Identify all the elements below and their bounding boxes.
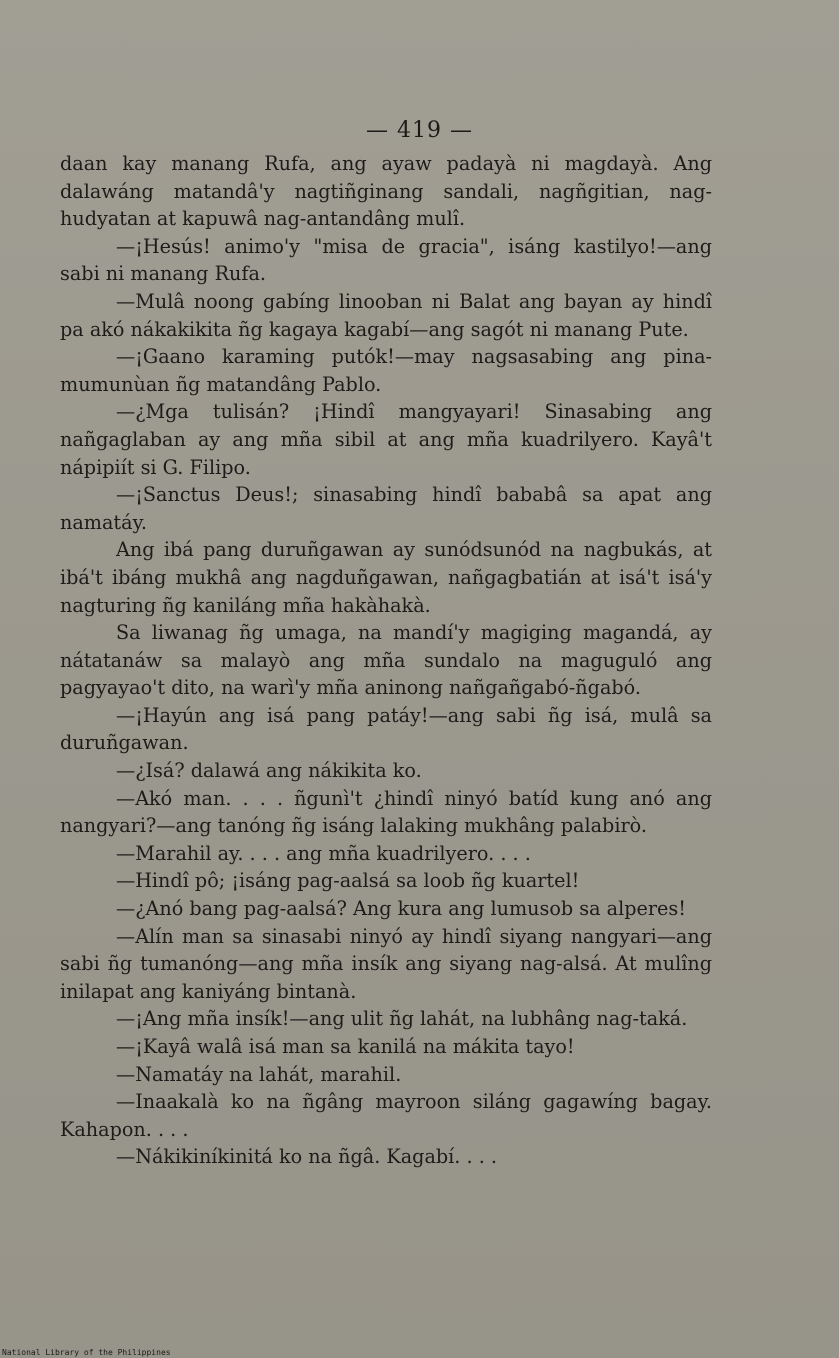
paragraph: —Marahil ay. . . . ang mña kuadrilyero. . . . <box>116 841 531 865</box>
paragraph: —Akó man. . . . ñgunì't ¿hindî ninyó batíd kung anó ang nangyari?—ang tanóng ñg isáng lalaking mukhâng palabirò. <box>60 786 712 838</box>
paragraph: —¡Hesús! animo'y "misa de gracia", isáng kastilyo!—ang sabi ni manang Rufa. <box>60 234 712 286</box>
paragraph: —Alín man sa sinasabi ninyó ay hindî siyang nangyari—ang sabi ñg tumanóng—ang mña insík ang siyang nag-alsá. At mulîng inilapat ang kaniyáng bintanà. <box>60 924 712 1003</box>
paragraph: —Mulâ noong gabíng linooban ni Balat ang bayan ay hindî pa akó nákakikita ñg kagaya kagabí—ang sagót ni manang Pute. <box>60 289 712 341</box>
paragraph: —Nákikiníkinitá ko na ñgâ. Kagabí. . . . <box>116 1145 498 1169</box>
paragraph: —¿Isá? dalawá ang nákikita ko. <box>116 759 422 783</box>
paragraph: Sa liwanag ñg umaga, na mandí'y magiging magandá, ay nátatanáw sa malayò ang mña sundalo na maguguló ang pagyayao't dito, na warì'y mña aninong nañgañgabó-ñgabó. <box>60 621 712 700</box>
paragraph: —¡Hayún ang isá pang patáy!—ang sabi ñg isá, mulâ sa duruñgawan. <box>60 703 712 755</box>
body-text <box>60 150 712 1171</box>
paragraph: —¡Gaano karaming putók!—may nagsasabing ang pina-mumunùan ñg matandâng Pablo. <box>60 345 712 396</box>
paragraph: —Hindî pô; ¡isáng pag-aalsá sa loob ñg kuartel! <box>116 869 580 893</box>
paragraph: —¡Kayâ walâ isá man sa kanilá na mákita tayo! <box>116 1035 575 1058</box>
paragraph: —¡Sanctus Deus!; sinasabing hindî bababâ sa apat ang namatáy. <box>60 483 712 534</box>
library-watermark: National Library of the Philippines <box>2 1348 171 1357</box>
paragraph: —Namatáy na lahát, marahil. <box>116 1062 402 1086</box>
paragraph: daan kay manang Rufa, ang ayaw padayà ni magdayà. Ang dalawáng matandâ'y nagtiñginang sandali, nagñgitian, nag-hudyatan at kapuwâ nag-antandâng mulî. <box>60 152 712 231</box>
paragraph: —¿Anó bang pag-aalsá? Ang kura ang lumusob sa alperes! <box>116 897 686 921</box>
page-number: — 419 — <box>366 118 473 143</box>
paragraph: —Inaakalà ko na ñgâng mayroon siláng gagawíng bagay. Kahapon. . . . <box>60 1090 712 1141</box>
paragraph: —¿Mga tulisán? ¡Hindî mangyayari! Sinasabing ang nañgaglaban ay ang mña sibil at ang mña kuadrilyero. Kayâ't nápipiít si G. Filipo. <box>60 400 712 479</box>
paragraph: —¡Ang mña insík!—ang ulit ñg lahát, na lubhâng nag-taká. <box>116 1007 688 1031</box>
paragraph: Ang ibá pang duruñgawan ay sunódsunód na nagbukás, at ibá't ibáng mukhâ ang nagduñgawan, nañgagbatián at isá't isá'y nagturing ñg kaniláng mña hakàhakà. <box>60 538 712 617</box>
